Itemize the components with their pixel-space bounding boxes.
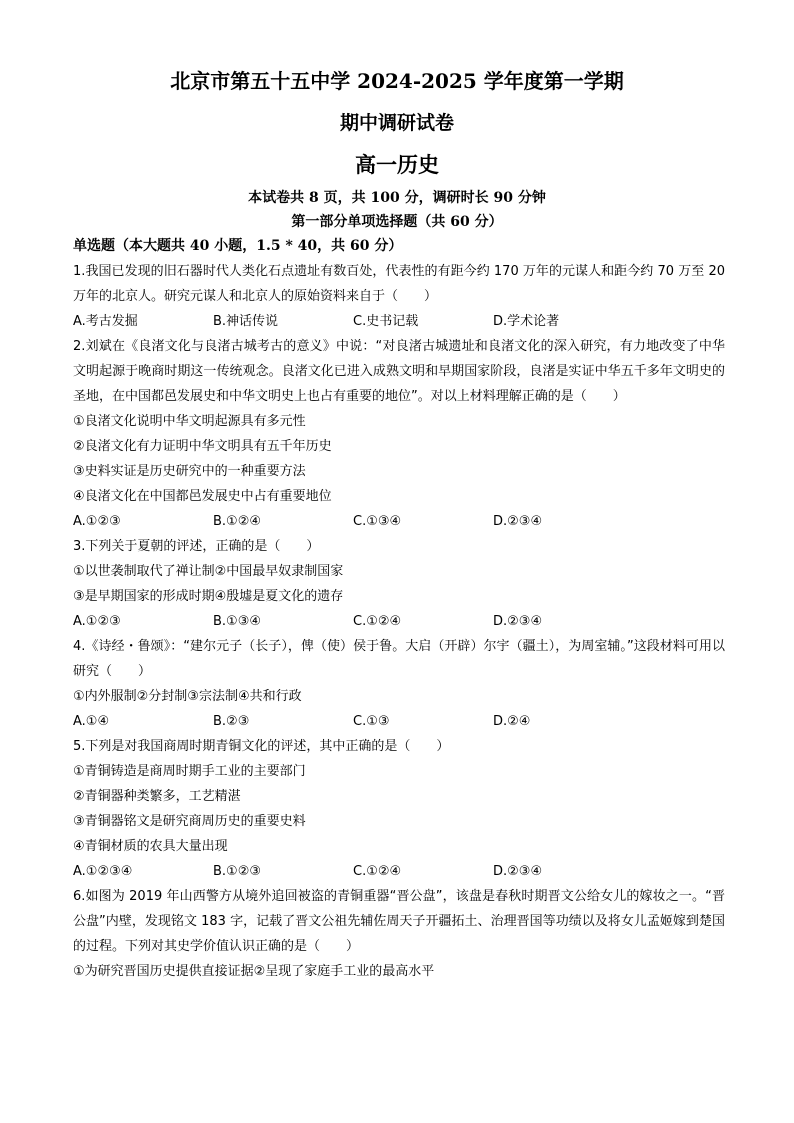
answer-options [73,859,725,884]
option-b: B.②③ [213,714,250,729]
statement: ②良渚文化有力证明中华文明具有五千年历史 [73,439,332,454]
subject-title: 高一历史 [355,152,439,177]
statement: ③青铜器铭文是研究商周历史的重要史料 [73,814,306,829]
answer-options [73,509,725,534]
option-c: C.史书记载 [353,314,419,329]
answer-options [73,709,725,734]
statement: ①内外服制②分封制③宗法制④共和行政 [73,689,302,704]
statement: ③史料实证是历史研究中的一种重要方法 [73,464,306,479]
option-d: D.②④ [493,714,531,729]
option-a: A.考古发掘 [73,314,138,329]
part-heading: 第一部分单项选择题（共 60 分） [291,214,503,230]
statement: ①以世袭制取代了禅让制②中国最早奴隶制国家 [73,564,344,579]
statement: ④青铜材质的农具大量出现 [73,839,228,854]
option-d: D.学术论著 [493,314,560,329]
option-c: C.①③④ [353,514,402,529]
option-c: C.①②④ [353,864,402,879]
option-d: D.②③④ [493,514,543,529]
statement: ③是早期国家的形成时期④殷墟是夏文化的遗存 [73,589,344,604]
option-d: D.②③④ [493,614,543,629]
option-b: B.神话传说 [213,314,279,329]
question-list [73,259,725,984]
question-stem: 6.如图为 2019 年山西警方从境外追回被盗的青铜重器“晋公盘”，该盘是春秋时期晋文公给女儿的嫁妆之一。“晋公盘”内壁，发现铭文 183 字，记载了晋文公祖先辅佐周天子开疆拓土、治理晋国等功绩以及将女儿孟姬嫁到楚国的过程。下列对其史学价值认识正确的是（ ） [73,889,725,954]
question-stem: 5.下列是对我国商周时期青铜文化的评述，其中正确的是（ ） [73,739,450,754]
answer-options [73,609,725,634]
statement: ④良渚文化在中国都邑发展史中占有重要地位 [73,489,332,504]
option-a: A.①④ [73,714,110,729]
option-b: B.①③④ [213,614,262,629]
question-stem: 3.下列关于夏朝的评述，正确的是（ ） [73,539,320,554]
question-2 [73,334,725,534]
question-5 [73,734,725,884]
option-b: B.①②④ [213,514,262,529]
question-stem: 1.我国已发现的旧石器时代人类化石点遗址有数百处，代表性的有距今约 170 万年的元谋人和距今约 70 万至 20 万年的北京人。研究元谋人和北京人的原始资料来自于（ ） [73,264,725,304]
question-1 [73,259,725,334]
statement: ①良渚文化说明中华文明起源具有多元性 [73,414,306,429]
exam-info: 本试卷共 8 页，共 100 分，调研时长 90 分钟 [248,190,546,206]
option-c: C.①②④ [353,614,402,629]
answer-options [73,309,725,334]
exam-school-term-title: 北京市第五十五中学 2024-2025 学年度第一学期 [170,69,624,93]
question-6 [73,884,725,984]
question-4 [73,634,725,734]
option-b: B.①②③ [213,864,262,879]
question-3 [73,534,725,634]
option-c: C.①③ [353,714,390,729]
statement: ①为研究晋国历史提供直接证据②呈现了家庭手工业的最高水平 [73,964,435,979]
option-a: A.①②③④ [73,864,133,879]
option-a: A.①②③ [73,514,121,529]
question-stem: 2.刘斌在《良渚文化与良渚古城考古的意义》中说：“对良渚古城遗址和良渚文化的深入研究，有力地改变了中华文明起源于晚商时期这一传统观念。良渚文化已进入成熟文明和早期国家阶段，良渚是实证中华五千多年文明史的圣地，在中国都邑发展史和中华文明史上也占有重要的地位”。对以上材料理解正确的是（ ） [73,339,725,404]
question-stem: 4.《诗经・鲁颂》：“建尔元子（长子），俾（使）侯于鲁。大启（开辟）尔宇（疆土），为周室辅。”这段材料可用以研究（ ） [73,639,725,679]
option-d: D.②③④ [493,864,543,879]
section-heading: 单选题（本大题共 40 小题，1.5 * 40，共 60 分） [73,238,403,254]
option-a: A.①②③ [73,614,121,629]
exam-name-title: 期中调研试卷 [339,112,454,134]
statement: ②青铜器种类繁多，工艺精湛 [73,789,241,804]
statement: ①青铜铸造是商周时期手工业的主要部门 [73,764,306,779]
